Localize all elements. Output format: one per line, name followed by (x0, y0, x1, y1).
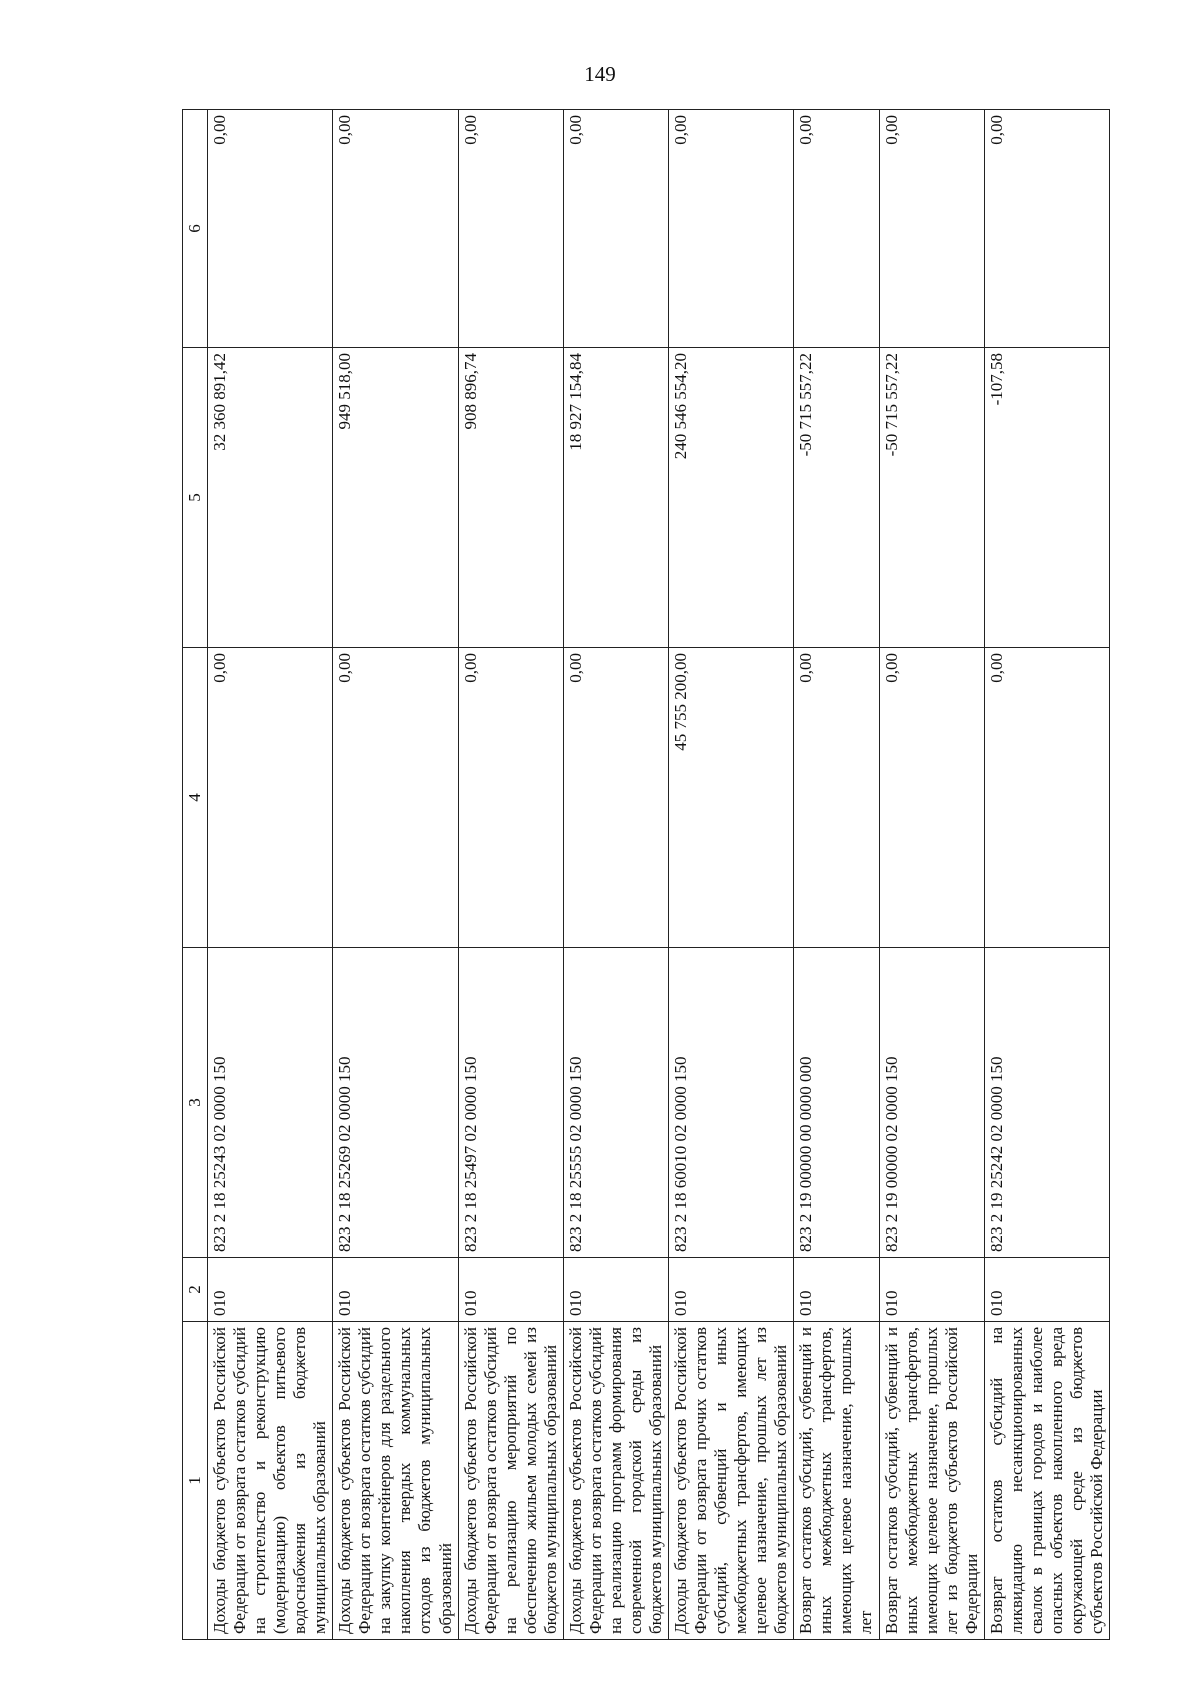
row-col5-value: 908 896,74 (458, 348, 563, 648)
row-col4-value: 45 755 200,00 (669, 648, 794, 948)
row-name: Доходы бюджетов субъектов Российской Федерации от возврата остатков субсидий на строительство и реконструкцию (модернизацию) объектов питьевого водоснабжения из бюджетов муниципальных образований (208, 1322, 333, 1640)
row-col6-value: 0,00 (669, 110, 794, 348)
header-col-2: 2 (183, 1258, 208, 1322)
table-row (333, 110, 458, 1640)
header-col-3: 3 (183, 948, 208, 1258)
row-col4-value: 0,00 (208, 648, 333, 948)
row-name: Возврат остатков субсидий, субвенций и иных межбюджетных трансфертов, имеющих целевое назначение, прошлых лет (794, 1322, 879, 1640)
row-budget-code: 823 2 19 25242 02 0000 150 (984, 948, 1109, 1258)
table-row (669, 110, 794, 1640)
row-budget-code: 823 2 18 60010 02 0000 150 (669, 948, 794, 1258)
row-col6-value: 0,00 (879, 110, 984, 348)
row-col6-value: 0,00 (794, 110, 879, 348)
row-budget-code: 823 2 18 25497 02 0000 150 (458, 948, 563, 1258)
row-budget-code: 823 2 18 25555 02 0000 150 (563, 948, 668, 1258)
row-budget-code: 823 2 19 00000 00 0000 000 (794, 948, 879, 1258)
row-line-code: 010 (669, 1258, 794, 1322)
header-col-1: 1 (183, 1322, 208, 1640)
row-col4-value: 0,00 (563, 648, 668, 948)
row-col5-value: -50 715 557,22 (879, 348, 984, 648)
header-col-5: 5 (183, 348, 208, 648)
report-table (182, 109, 1110, 1640)
row-col4-value: 0,00 (984, 648, 1109, 948)
row-line-code: 010 (333, 1258, 458, 1322)
row-col5-value: 240 546 554,20 (669, 348, 794, 648)
row-name: Доходы бюджетов субъектов Российской Федерации от возврата остатков субсидий на реализацию мероприятий по обеспечению жильем молодых семей из бюджетов муниципальных образований (458, 1322, 563, 1640)
row-name: Доходы бюджетов субъектов Российской Федерации от возврата остатков субсидий на реализацию программ формирования современной городской среды из бюджетов муниципальных образований (563, 1322, 668, 1640)
row-name: Возврат остатков субсидий на ликвидацию несанкционированных свалок в границах городов и наиболее опасных объектов накопленного вреда окружающей среде из бюджетов субъектов Российской Федерации (984, 1322, 1109, 1640)
row-budget-code: 823 2 19 00000 02 0000 150 (879, 948, 984, 1258)
row-name: Доходы бюджетов субъектов Российской Федерации от возврата прочих остатков субсидий, субвенций и иных межбюджетных трансфертов, имеющих целевое назначение, прошлых лет из бюджетов муниципальных образований (669, 1322, 794, 1640)
row-name: Доходы бюджетов субъектов Российской Федерации от возврата остатков субсидий на закупку контейнеров для раздельного накопления твердых коммунальных отходов из бюджетов муниципальных образований (333, 1322, 458, 1640)
row-line-code: 010 (458, 1258, 563, 1322)
row-col4-value: 0,00 (458, 648, 563, 948)
rotated-table-container (182, 110, 1106, 1640)
page-number: 149 (584, 62, 616, 86)
row-col4-value: 0,00 (879, 648, 984, 948)
table-row (794, 110, 879, 1640)
row-line-code: 010 (208, 1258, 333, 1322)
row-col5-value: 949 518,00 (333, 348, 458, 648)
table-row (984, 110, 1109, 1640)
row-name: Возврат остатков субсидий, субвенций и иных межбюджетных трансфертов, имеющих целевое назначение, прошлых лет из бюджетов субъектов Российской Федерации (879, 1322, 984, 1640)
row-budget-code: 823 2 18 25243 02 0000 150 (208, 948, 333, 1258)
row-col5-value: -107,58 (984, 348, 1109, 648)
table-row (879, 110, 984, 1640)
row-col5-value: 32 360 891,42 (208, 348, 333, 648)
row-col5-value: 18 927 154,84 (563, 348, 668, 648)
row-line-code: 010 (879, 1258, 984, 1322)
row-col6-value: 0,00 (208, 110, 333, 348)
table-row (563, 110, 668, 1640)
row-col5-value: -50 715 557,22 (794, 348, 879, 648)
table-header-row (183, 110, 208, 1640)
row-col6-value: 0,00 (563, 110, 668, 348)
row-line-code: 010 (984, 1258, 1109, 1322)
row-line-code: 010 (563, 1258, 668, 1322)
row-col6-value: 0,00 (984, 110, 1109, 348)
row-line-code: 010 (794, 1258, 879, 1322)
row-col4-value: 0,00 (333, 648, 458, 948)
row-col6-value: 0,00 (458, 110, 563, 348)
row-col6-value: 0,00 (333, 110, 458, 348)
header-col-4: 4 (183, 648, 208, 948)
row-col4-value: 0,00 (794, 648, 879, 948)
header-col-6: 6 (183, 110, 208, 348)
table-row (208, 110, 333, 1640)
row-budget-code: 823 2 18 25269 02 0000 150 (333, 948, 458, 1258)
table-row (458, 110, 563, 1640)
